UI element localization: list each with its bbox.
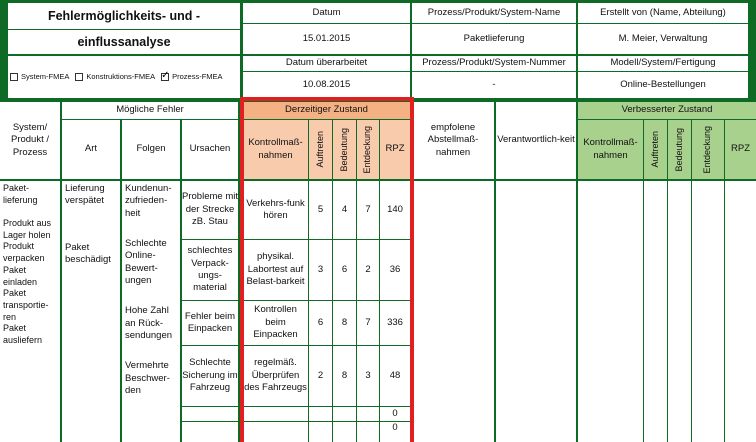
moegliche-fehler-header: Mögliche Fehler — [62, 102, 238, 119]
entdeckung-cell[interactable]: 7 — [357, 301, 379, 345]
prozess-name-value[interactable]: Paketlieferung — [412, 24, 576, 54]
entdeckung-cell-empty[interactable] — [357, 422, 379, 442]
verbesserter-zustand-header: Verbesserter Zustand — [578, 102, 756, 119]
ursache-cell-empty[interactable] — [182, 422, 238, 442]
kontroll2-column[interactable] — [578, 181, 643, 442]
system-header: System/ Produkt / Prozess — [0, 102, 60, 179]
nummer-value[interactable]: - — [412, 72, 576, 98]
auftreten-cell[interactable]: 5 — [309, 181, 332, 239]
auftreten-cell-empty[interactable] — [309, 407, 332, 421]
bedeutung-cell[interactable]: 8 — [333, 346, 356, 406]
art-column — [62, 181, 120, 442]
auftreten2-header: Auftreten — [644, 120, 667, 179]
prozess-fmea-checkbox[interactable] — [161, 73, 169, 81]
rpz-cell[interactable]: 336 — [380, 301, 410, 345]
system-fmea-option[interactable]: System-FMEA — [10, 72, 69, 82]
folgen-item[interactable]: Hohe Zahl an Rück-sendungen — [125, 305, 173, 342]
derzeitiger-zustand-header: Derzeitiger Zustand — [243, 102, 410, 119]
system-cell[interactable]: Paket-lieferung Produkt aus Lager holen Produkt verpacken Paket einladen Paket transportie-ren Paket ausliefern — [0, 181, 60, 442]
rpz2-header: RPZ — [725, 120, 756, 179]
folgen-header: Folgen — [122, 120, 180, 179]
ueberarbeitet-value[interactable]: 10.08.2015 — [243, 72, 410, 98]
folgen-item[interactable]: Kundenun-zufrieden-heit — [125, 183, 172, 219]
entdeckung-cell[interactable]: 3 — [357, 346, 379, 406]
konstruktions-fmea-option[interactable]: Konstruktions-FMEA — [75, 72, 155, 82]
bedeutung-header: Bedeutung — [333, 120, 356, 179]
rpz2-column[interactable] — [725, 181, 756, 442]
entdeckung2-header: Entdeckung — [692, 120, 724, 179]
ursache-cell[interactable]: Schlechte Sicherung im Fahrzeug — [182, 346, 238, 406]
ursache-cell[interactable]: Probleme mit der Strecke zB. Stau — [182, 181, 238, 239]
erstellt-label: Erstellt von (Name, Abteilung) — [578, 3, 748, 23]
folgen-column — [122, 181, 180, 442]
kontroll-cell[interactable]: physikal. Labortest auf Belast-barkeit — [243, 240, 308, 300]
auftreten-cell[interactable]: 6 — [309, 301, 332, 345]
title-line-1: Fehlermöglichkeits- und - — [8, 3, 240, 29]
kontroll-cell[interactable]: Kontrollen beim Einpacken — [243, 301, 308, 345]
ursache-cell-empty[interactable] — [182, 407, 238, 421]
kontroll-cell-empty[interactable] — [243, 422, 308, 442]
folgen-item[interactable]: Vermehrte Beschwer-den — [125, 360, 170, 397]
konstruktions-fmea-checkbox[interactable] — [75, 73, 83, 81]
bedeutung2-header: Bedeutung — [668, 120, 691, 179]
modell-value[interactable]: Online-Bestellungen — [578, 72, 748, 98]
art-item[interactable]: Lieferung verspätet — [65, 183, 105, 207]
verantwortlich-column[interactable] — [496, 181, 576, 442]
rpz-cell[interactable]: 0 — [380, 407, 410, 421]
entdeckung2-column[interactable] — [692, 181, 724, 442]
system-fmea-checkbox[interactable] — [10, 73, 18, 81]
entdeckung-cell[interactable]: 2 — [357, 240, 379, 300]
auftreten2-column[interactable] — [644, 181, 667, 442]
rpz-cell[interactable]: 0 — [380, 422, 410, 442]
entdeckung-cell-empty[interactable] — [357, 407, 379, 421]
art-item[interactable]: Paket beschädigt — [65, 241, 111, 266]
kontroll-header: Kontrollmaß-nahmen — [243, 120, 308, 179]
fmea-type-checkboxes — [8, 56, 240, 98]
datum-value[interactable]: 15.01.2015 — [243, 24, 410, 54]
bedeutung-cell[interactable]: 6 — [333, 240, 356, 300]
prozess-name-label: Prozess/Produkt/System-Name — [412, 3, 576, 23]
ueberarbeitet-label: Datum überarbeitet — [243, 56, 410, 71]
folgen-item[interactable]: Schlechte Online-Bewert-ungen — [125, 238, 167, 287]
kontroll-cell[interactable]: regelmäß. Überprüfen des Fahrzeugs — [243, 346, 308, 406]
entdeckung-header: Entdeckung — [357, 120, 379, 179]
erstellt-value[interactable]: M. Meier, Verwaltung — [578, 24, 748, 54]
bedeutung-cell-empty[interactable] — [333, 407, 356, 421]
auftreten-cell[interactable]: 3 — [309, 240, 332, 300]
kontroll2-header: Kontrollmaß-nahmen — [578, 120, 643, 179]
auftreten-cell[interactable]: 2 — [309, 346, 332, 406]
ursachen-header: Ursachen — [182, 120, 238, 179]
verantwortlich-header: Verantwortlich-keit — [496, 102, 576, 179]
rpz-cell[interactable]: 48 — [380, 346, 410, 406]
rpz-cell[interactable]: 140 — [380, 181, 410, 239]
bedeutung-cell-empty[interactable] — [333, 422, 356, 442]
rpz-header: RPZ — [380, 120, 410, 179]
modell-label: Modell/System/Fertigung — [578, 56, 748, 71]
kontroll-cell-empty[interactable] — [243, 407, 308, 421]
auftreten-header: Auftreten — [309, 120, 332, 179]
entdeckung-cell[interactable]: 7 — [357, 181, 379, 239]
title-line-2: einflussanalyse — [8, 30, 240, 54]
empfohlene-column[interactable] — [412, 181, 494, 442]
auftreten-cell-empty[interactable] — [309, 422, 332, 442]
nummer-label: Prozess/Produkt/System-Nummer — [412, 56, 576, 71]
ursache-cell[interactable]: Fehler beim Einpacken — [182, 301, 238, 345]
bedeutung-cell[interactable]: 8 — [333, 301, 356, 345]
rpz-cell[interactable]: 36 — [380, 240, 410, 300]
empfohlene-header: empfolene Abstellmaß-nahmen — [412, 102, 494, 179]
bedeutung2-column[interactable] — [668, 181, 691, 442]
bedeutung-cell[interactable]: 4 — [333, 181, 356, 239]
ursache-cell[interactable]: schlechtes Verpack-ungs-material — [182, 240, 238, 300]
kontroll-cell[interactable]: Verkehrs-funk hören — [243, 181, 308, 239]
prozess-fmea-option[interactable]: ✓ Prozess-FMEA — [161, 72, 222, 82]
art-header: Art — [62, 120, 120, 179]
datum-label: Datum — [243, 3, 410, 23]
